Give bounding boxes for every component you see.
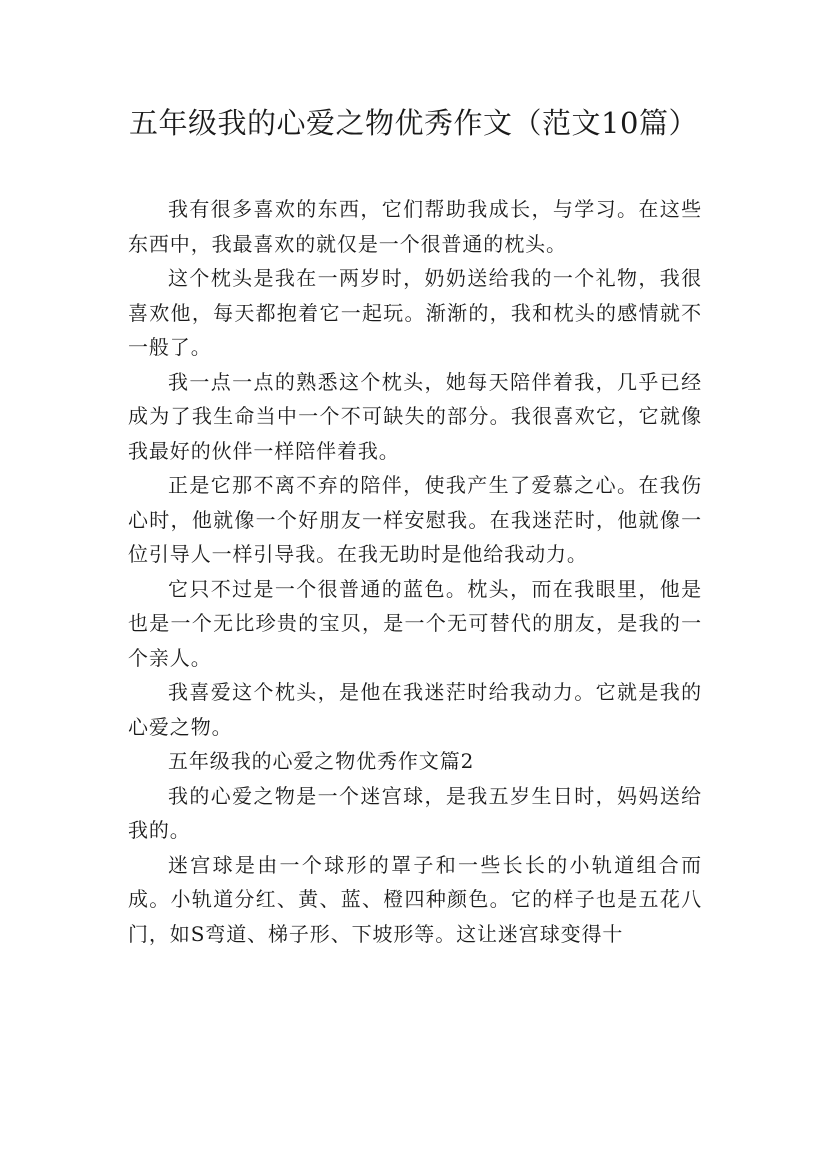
paragraph: 迷宫球是由一个球形的罩子和一些长长的小轨道组合而成。小轨道分红、黄、蓝、橙四种颜色。它的样子也是五花八门，如S弯道、梯子形、下坡形等。这让迷宫球变得十	[128, 852, 702, 946]
section-heading: 五年级我的心爱之物优秀作文篇2	[168, 749, 475, 773]
document-title: 五年级我的心爱之物优秀作文（范文10篇）	[129, 106, 698, 140]
paragraph: 它只不过是一个很普通的蓝色。枕头，而在我眼里，他是也是一个无比珍贵的宝贝，是一个无可替代的朋友，是我的一个亲人。	[128, 576, 702, 670]
paragraph: 我喜爱这个枕头，是他在我迷茫时给我动力。它就是我的心爱之物。	[128, 680, 702, 739]
paragraph: 正是它那不离不弃的陪伴，使我产生了爱慕之心。在我伤心时，他就像一个好朋友一样安慰我。在我迷茫时，他就像一位引导人一样引导我。在我无助时是他给我动力。	[128, 473, 702, 566]
paragraph: 我的心爱之物是一个迷宫球，是我五岁生日时，妈妈送给我的。	[128, 783, 702, 842]
paragraph: 这个枕头是我在一两岁时，奶奶送给我的一个礼物，我很喜欢他，每天都抱着它一起玩。渐渐的，我和枕头的感情就不一般了。	[128, 266, 702, 359]
paragraph: 我有很多喜欢的东西，它们帮助我成长，与学习。在这些东西中，我最喜欢的就仅是一个很普通的枕头。	[128, 197, 702, 256]
paragraph: 我一点一点的熟悉这个枕头，她每天陪伴着我，几乎已经成为了我生命当中一个不可缺失的部分。我很喜欢它，它就像我最好的伙伴一样陪伴着我。	[128, 369, 702, 463]
document-body	[128, 192, 702, 951]
